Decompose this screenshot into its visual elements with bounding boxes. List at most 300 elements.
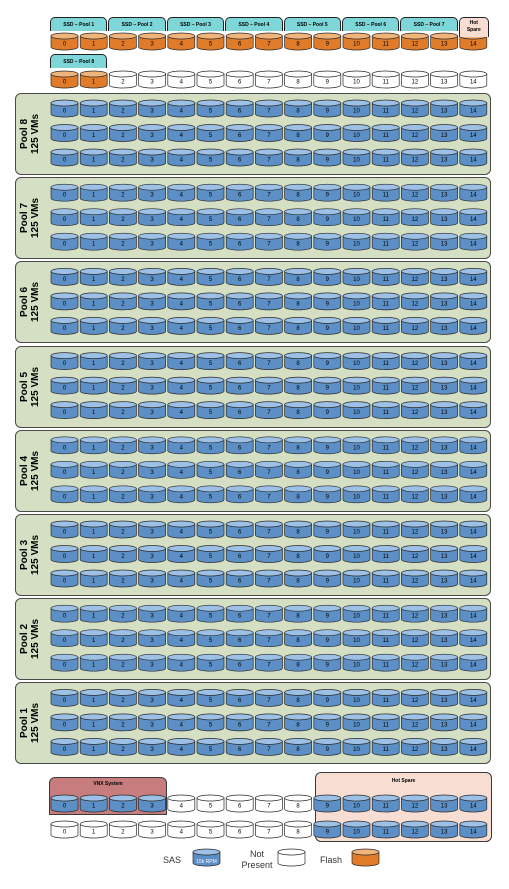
pool8-row2-disk-4 (168, 125, 195, 142)
pool4-row2-disk-5 (197, 461, 224, 478)
pool4-row3-disk-10 (343, 486, 370, 503)
disk-number: 14 (469, 157, 477, 164)
disk-number: 11 (382, 638, 389, 645)
pool7-row1-disk-13 (431, 184, 458, 201)
disk-number: 6 (238, 803, 242, 810)
pool3-row3-disk-1 (80, 570, 107, 587)
disk-number: 5 (208, 578, 213, 585)
disk-number: 14 (469, 361, 477, 368)
disk-number: 4 (179, 638, 183, 645)
pool1-row1-disk-8 (285, 689, 312, 706)
disk-number: 1 (92, 276, 96, 283)
disk-number: 14 (469, 638, 477, 645)
disk-number: 7 (267, 803, 271, 810)
disk-number: 14 (469, 241, 477, 248)
disk-number: 14 (469, 133, 477, 139)
disk-number: 1 (92, 41, 96, 48)
disk-number: 5 (208, 361, 213, 368)
disk-number: 10 (353, 301, 360, 308)
disk-number: 12 (411, 494, 419, 501)
disk-number: 14 (469, 469, 477, 476)
bottom-row1-disk-9 (314, 795, 341, 812)
disk-number: 14 (469, 613, 477, 620)
pool3-row1-disk-9 (314, 521, 341, 538)
hot-spare-top-header-text: Spare (466, 27, 481, 33)
disk-number: 2 (121, 217, 125, 224)
disk-number: 9 (325, 803, 329, 810)
disk-number: 9 (325, 301, 329, 308)
disk-number: 1 (92, 697, 96, 704)
pool2-row1-disk-3 (139, 605, 166, 622)
disk-number: 1 (92, 410, 96, 417)
disk-number: 9 (325, 276, 329, 283)
pool8-row1-disk-4 (168, 100, 195, 117)
pool1-row1-disk-5 (197, 689, 224, 706)
pool7-row3-disk-4 (168, 233, 195, 250)
disk-number: 13 (440, 494, 448, 501)
disk-number: 6 (238, 79, 242, 86)
disk-number: 10 (353, 613, 360, 620)
pool7-row2-disk-7 (255, 209, 282, 226)
pool1-row1-disk-13 (431, 689, 458, 706)
pool8-row3-disk-5 (197, 149, 224, 166)
disk-number: 8 (296, 79, 300, 86)
pool-name: Pool 3 (19, 540, 30, 571)
pool-name: Pool 5 (19, 371, 30, 402)
pool5-row1-disk-12 (401, 353, 428, 370)
pool8-row3-disk-10 (343, 149, 370, 166)
disk-number: 6 (238, 578, 242, 585)
disk-number: 4 (179, 445, 183, 452)
top-row1-disk-0 (51, 33, 78, 50)
top-row2-disk-3 (139, 71, 166, 88)
pool2-row2-disk-9 (314, 630, 341, 647)
disk-number: 6 (238, 529, 242, 536)
disk-number: 9 (325, 385, 329, 392)
disk-number: 7 (267, 445, 271, 452)
disk-number: 6 (238, 276, 242, 283)
disk-number: 2 (121, 554, 125, 560)
pool2-row3-disk-11 (372, 654, 399, 671)
disk-number: 11 (382, 722, 389, 729)
disk-number: 2 (121, 469, 125, 476)
disk-number: 0 (62, 276, 67, 283)
pool8-row2-disk-0 (51, 125, 78, 142)
pool2-row1-disk-6 (226, 605, 253, 622)
pool8-row2-disk-12 (401, 125, 428, 142)
pool8-row3-disk-0 (51, 149, 78, 166)
disk-number: 14 (469, 192, 477, 199)
pool7-row3-disk-8 (285, 233, 312, 250)
disk-number: 11 (382, 578, 389, 585)
pool6-row2-disk-13 (431, 293, 458, 310)
pool4-row3-disk-13 (431, 486, 458, 503)
disk-number: 10 (353, 469, 360, 476)
disk-number: 12 (411, 829, 419, 836)
disk-number: 2 (121, 578, 125, 585)
pool3-row3-disk-9 (314, 570, 341, 587)
disk-number: 4 (179, 301, 183, 308)
disk-number: 11 (382, 325, 389, 332)
disk-number: 2 (121, 241, 125, 248)
disk-number: 1 (92, 241, 96, 248)
disk-number: 5 (208, 662, 213, 669)
disk-number: 0 (62, 192, 67, 199)
disk-number: 5 (208, 108, 213, 115)
disk-number: 0 (62, 803, 67, 810)
pool8-row2-disk-6 (226, 125, 253, 142)
disk-number: 8 (296, 41, 300, 48)
disk-number: 6 (238, 697, 242, 704)
pool7-row3-disk-1 (80, 233, 107, 250)
pool4-row1-disk-1 (80, 437, 107, 454)
disk-number: 11 (382, 385, 389, 392)
disk-number: 6 (238, 385, 242, 392)
pool5-row1-disk-1 (80, 353, 107, 370)
pool4-row1-disk-11 (372, 437, 399, 454)
disk-number: 8 (296, 746, 300, 753)
disk-number: 2 (121, 361, 125, 368)
ssd-pool-header-6: SSD – Pool 6 (342, 17, 399, 31)
top-row2-disk-8 (285, 71, 312, 88)
disk-number: 4 (179, 133, 183, 139)
disk-number: 0 (62, 697, 67, 704)
pool1-row1-disk-9 (314, 689, 341, 706)
disk-number: 9 (325, 529, 329, 536)
disk-number: 7 (267, 241, 271, 248)
pool1-row2-disk-3 (139, 714, 166, 731)
pool5-row2-disk-5 (197, 377, 224, 394)
pool3-row3-disk-11 (372, 570, 399, 587)
disk-number: 2 (121, 803, 125, 810)
disk-number: 3 (150, 529, 154, 536)
pool8-row2-disk-2 (109, 125, 136, 142)
disk-number: 3 (150, 829, 154, 836)
disk-number: 12 (411, 133, 419, 139)
disk-number: 9 (325, 241, 329, 248)
pool7-row3-disk-7 (255, 233, 282, 250)
disk-number: 8 (296, 241, 300, 248)
disk-number: 8 (296, 276, 300, 283)
pool6-row1-disk-1 (80, 268, 107, 285)
disk-number: 5 (208, 445, 213, 452)
pool6-row2-disk-10 (343, 293, 370, 310)
pool2-row3-disk-7 (255, 654, 282, 671)
pool2-row2-disk-10 (343, 630, 370, 647)
pool5-row1-disk-10 (343, 353, 370, 370)
pool6-row1-disk-9 (314, 268, 341, 285)
top-row2-disk-4 (168, 71, 195, 88)
disk-number: 0 (62, 41, 67, 48)
top-row2-disk-5 (197, 71, 224, 88)
pool8-row1-disk-1 (80, 100, 107, 117)
bottom-row1-disk-3 (139, 795, 166, 812)
disk-number: 3 (150, 276, 154, 283)
disk-number: 5 (208, 613, 213, 620)
pool8-row2-disk-8 (285, 125, 312, 142)
pool4-row1-disk-4 (168, 437, 195, 454)
pool7-row2-disk-5 (197, 209, 224, 226)
disk-number: 11 (382, 241, 389, 248)
bottom-row1-disk-6 (226, 795, 253, 812)
disk-number: 2 (121, 301, 125, 308)
pool2-row3-disk-10 (343, 654, 370, 671)
bottom-row1-disk-13 (431, 795, 458, 812)
disk-number: 12 (411, 529, 419, 536)
pool1-row1-disk-11 (372, 689, 399, 706)
disk-number: 5 (208, 638, 213, 645)
disk-number: 7 (267, 697, 271, 704)
disk-number: 2 (121, 79, 125, 86)
disk-number: 2 (121, 133, 125, 139)
disk-number: 10 (353, 529, 360, 536)
pool1-row3-disk-0 (51, 738, 78, 755)
pool3-row1-disk-2 (109, 521, 136, 538)
pool6-row3-disk-11 (372, 317, 399, 334)
disk-number: 8 (296, 469, 300, 476)
disk-number: 5 (208, 217, 213, 224)
disk-number: 1 (92, 829, 96, 836)
disk-number: 13 (440, 529, 448, 536)
disk-number: 10 (353, 192, 360, 199)
disk-number: 11 (382, 276, 389, 283)
pool4-row2-disk-3 (139, 461, 166, 478)
disk-number: 12 (411, 108, 419, 115)
disk-number: 6 (238, 325, 242, 332)
disk-number: 1 (92, 469, 96, 476)
pool8-row2-disk-11 (372, 125, 399, 142)
disk-number: 10 (353, 697, 360, 704)
pool7-row1-disk-7 (255, 184, 282, 201)
pool2-row1-disk-12 (401, 605, 428, 622)
pool3-row2-disk-0 (51, 546, 78, 563)
disk-number: 1 (92, 638, 96, 645)
pool1-row1-disk-14 (460, 689, 487, 706)
disk-number: 3 (150, 217, 154, 224)
pool3-row3-disk-3 (139, 570, 166, 587)
pool2-row3-disk-1 (80, 654, 107, 671)
pool4-row1-disk-8 (285, 437, 312, 454)
disk-number: 0 (62, 108, 67, 115)
pool7-row2-disk-1 (80, 209, 107, 226)
bottom-row2-disk-3 (139, 821, 166, 838)
disk-number: 2 (121, 108, 125, 115)
pool5-row3-disk-0 (51, 402, 78, 419)
disk-number: 13 (440, 361, 448, 368)
pool1-row3-disk-10 (343, 738, 370, 755)
disk-number: 3 (150, 469, 154, 476)
bottom-row2-disk-2 (109, 821, 136, 838)
pool4-row1-disk-5 (197, 437, 224, 454)
pool4-row3-disk-8 (285, 486, 312, 503)
disk-number: 5 (208, 192, 213, 199)
pool2-row1-disk-9 (314, 605, 341, 622)
pool8-row1-disk-9 (314, 100, 341, 117)
pool5-row3-disk-11 (372, 402, 399, 419)
top-row1-disk-2 (109, 33, 136, 50)
pool8-row2-disk-1 (80, 125, 107, 142)
disk-number: 13 (440, 217, 448, 224)
disk-number: 11 (382, 746, 389, 753)
disk-number: 12 (411, 746, 419, 753)
pool8-row1-disk-2 (109, 100, 136, 117)
disk-number: 6 (238, 662, 242, 669)
disk-number: 14 (469, 554, 477, 560)
disk-number: 7 (267, 133, 271, 139)
ssd-pool-header-1: SSD – Pool 1 (50, 17, 107, 31)
disk-number: 6 (238, 638, 242, 645)
disk-number: 1 (92, 192, 96, 199)
disk-number: 1 (92, 662, 96, 669)
pool3-row1-disk-10 (343, 521, 370, 538)
pool3-row1-disk-7 (255, 521, 282, 538)
bottom-row2-disk-11 (372, 821, 399, 838)
pool5-row2-disk-14 (460, 377, 487, 394)
disk-number: 3 (150, 803, 154, 810)
pool2-row2-disk-3 (139, 630, 166, 647)
disk-number: 3 (150, 494, 154, 501)
pool6-row2-disk-2 (109, 293, 136, 310)
disk-number: 2 (121, 829, 125, 836)
pool8-row3-disk-1 (80, 149, 107, 166)
pool1-row3-disk-13 (431, 738, 458, 755)
pool7-row1-disk-2 (109, 184, 136, 201)
pool-vm-count: 125 VMs (30, 198, 41, 239)
disk-number: 8 (296, 803, 300, 810)
pool1-row2-disk-14 (460, 714, 487, 731)
pool1-row3-disk-3 (139, 738, 166, 755)
disk-number: 8 (296, 613, 300, 620)
pool3-row2-disk-12 (401, 546, 428, 563)
disk-number: 7 (267, 662, 271, 669)
disk-number: 0 (62, 529, 67, 536)
pool1-row1-disk-10 (343, 689, 370, 706)
legend-not-present-label-line2: Present (241, 860, 273, 870)
pool1-row3-disk-12 (401, 738, 428, 755)
pool5-row2-disk-2 (109, 377, 136, 394)
top-row2-disk-2 (109, 71, 136, 88)
disk-number: 4 (179, 829, 183, 836)
pool4-row2-disk-11 (372, 461, 399, 478)
disk-number: 5 (208, 410, 213, 417)
pool5-row3-disk-3 (139, 402, 166, 419)
pool3-row2-disk-4 (168, 546, 195, 563)
bottom-row2-disk-1 (80, 821, 107, 838)
disk-number: 1 (92, 803, 96, 810)
disk-number: 5 (208, 697, 213, 704)
disk-number: 7 (267, 578, 271, 585)
disk-number: 8 (296, 108, 300, 115)
pool1-row2-disk-2 (109, 714, 136, 731)
pool-name: Pool 7 (19, 203, 30, 234)
pool4-row2-disk-12 (401, 461, 428, 478)
disk-number: 3 (150, 410, 154, 417)
legend-sas-label: SAS (162, 855, 181, 865)
disk-number: 7 (267, 494, 271, 501)
pool1-row3-disk-1 (80, 738, 107, 755)
pool7-row1-disk-9 (314, 184, 341, 201)
pool8-row2-disk-5 (197, 125, 224, 142)
disk-number: 10 (353, 41, 360, 48)
disk-number: 12 (411, 697, 419, 704)
disk-number: 3 (150, 41, 154, 48)
pool3-row3-disk-2 (109, 570, 136, 587)
disk-number: 0 (62, 554, 67, 560)
pool2-row2-disk-2 (109, 630, 136, 647)
bottom-row2-disk-9 (314, 821, 341, 838)
pool6-row2-disk-6 (226, 293, 253, 310)
pool1-row3-disk-9 (314, 738, 341, 755)
disk-number: 5 (208, 276, 213, 283)
legend-sas-icon (193, 849, 220, 866)
pool5-row1-disk-14 (460, 353, 487, 370)
pool3-row1-disk-0 (51, 521, 78, 538)
bottom-row2-disk-10 (343, 821, 370, 838)
pool7-row3-disk-10 (343, 233, 370, 250)
pool2-row3-disk-2 (109, 654, 136, 671)
top-row2-disk-12 (401, 71, 428, 88)
disk-number: 2 (121, 638, 125, 645)
disk-number: 14 (469, 445, 477, 452)
disk-number: 4 (179, 803, 183, 810)
pool8-row3-disk-9 (314, 149, 341, 166)
disk-number: 7 (267, 361, 271, 368)
bottom-row2-disk-14 (460, 821, 487, 838)
pool3-row2-disk-9 (314, 546, 341, 563)
disk-number: 8 (296, 361, 300, 368)
pool-name: Pool 1 (19, 708, 30, 739)
top-row2-disk-9 (314, 71, 341, 88)
pool5-row2-disk-7 (255, 377, 282, 394)
top-row2-disk-10 (343, 71, 370, 88)
pool6-row1-disk-13 (431, 268, 458, 285)
disk-number: 10 (353, 445, 360, 452)
disk-number: 7 (267, 157, 271, 164)
disk-number: 4 (179, 325, 183, 332)
pool8-row2-disk-9 (314, 125, 341, 142)
top-row2-disk-7 (255, 71, 282, 88)
pool6-row3-disk-6 (226, 317, 253, 334)
disk-number: 0 (62, 613, 67, 620)
disk-number: 5 (208, 829, 213, 836)
pool4-row2-disk-1 (80, 461, 107, 478)
disk-number: 10 (353, 578, 360, 585)
pool-name: Pool 4 (19, 455, 30, 486)
pool5-row2-disk-0 (51, 377, 78, 394)
pool7-row3-disk-11 (372, 233, 399, 250)
pool6-row3-disk-2 (109, 317, 136, 334)
disk-number: 0 (62, 133, 67, 139)
pool7-row3-disk-3 (139, 233, 166, 250)
pool6-row1-disk-12 (401, 268, 428, 285)
pool8-row2-disk-13 (431, 125, 458, 142)
ssd-pool-header-7: SSD – Pool 7 (400, 17, 457, 31)
disk-number: 6 (238, 829, 242, 836)
disk-number: 1 (92, 445, 96, 452)
pool3-row3-disk-5 (197, 570, 224, 587)
disk-number: 12 (411, 241, 419, 248)
pool4-row3-disk-14 (460, 486, 487, 503)
pool2-row2-disk-6 (226, 630, 253, 647)
pool4-row2-disk-7 (255, 461, 282, 478)
legend-not-present-label-line1: Not (249, 849, 264, 859)
pool5-row3-disk-7 (255, 402, 282, 419)
pool1-row3-disk-5 (197, 738, 224, 755)
disk-number: 9 (325, 325, 329, 332)
bottom-row2-disk-12 (401, 821, 428, 838)
disk-number: 12 (411, 803, 419, 810)
pool3-row1-disk-8 (285, 521, 312, 538)
